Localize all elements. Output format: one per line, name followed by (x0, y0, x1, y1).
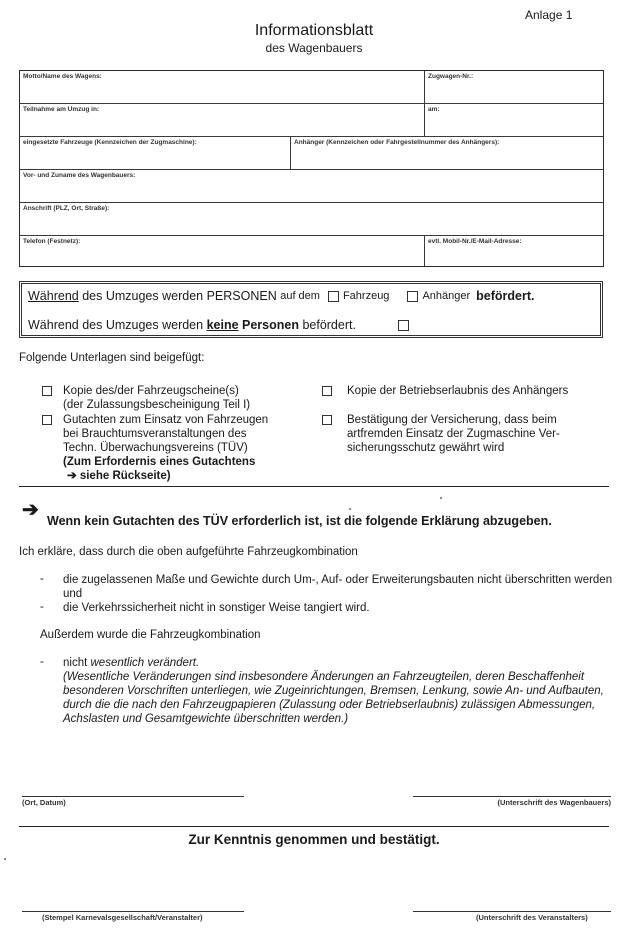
anhaenger-field[interactable] (290, 137, 603, 169)
veranstalter-signature-line[interactable] (413, 911, 611, 912)
mobil-field[interactable] (424, 236, 603, 266)
form-row-teilnahme (20, 104, 603, 137)
bullet-dash: - (40, 573, 44, 585)
declaration-intro: Ich erkläre, dass durch die oben aufgeführte Fahrzeugkombination (19, 546, 358, 558)
explanation-line: (Wesentliche Veränderungen sind insbesondere Änderungen an Fahrzeugteilen, deren Beschaffenheit (63, 671, 585, 683)
passenger-line1-end: befördert. (476, 289, 535, 303)
arrow-right-icon: ➔ (22, 499, 39, 521)
teilnahme-label: Teilnahme am Umzug in: (23, 106, 100, 113)
doc-item-betriebserlaubnis (347, 384, 568, 398)
anhaenger-option-label: Anhänger (422, 290, 471, 302)
motto-label: Motto/Name des Wagens: (23, 73, 102, 80)
doc-line: Techn. Überwachungsvereins (TÜV) (63, 442, 248, 454)
telefon-label: Telefon (Festnetz): (23, 238, 81, 245)
bullet3-italic: wesentlich verändert. (90, 657, 200, 669)
wagenbauer-signature-label: (Unterschrift des Wagenbauers) (497, 798, 611, 807)
ort-datum-label: (Ort, Datum) (22, 798, 66, 807)
explanation-line: Achslasten und Gesamtgewichte überschritten werden.) (63, 713, 349, 725)
anhaenger-checkbox[interactable] (407, 291, 418, 302)
form-row-name (20, 170, 603, 203)
declaration-additionally: Außerdem wurde die Fahrzeugkombination (40, 629, 261, 641)
declaration-notice: Wenn kein Gutachten des TÜV erforderlich ist, ist die folgende Erklärung abzugeben. (47, 514, 552, 528)
fahrzeug-option-label: Fahrzeug (342, 290, 390, 302)
telefon-field[interactable] (20, 236, 424, 266)
zugwagen-label: Zugwagen-Nr.: (428, 73, 474, 80)
scan-speck (440, 497, 442, 499)
passenger-line-yes (28, 289, 535, 303)
passenger-line1-small: auf dem (280, 290, 320, 302)
motto-field[interactable] (20, 71, 424, 103)
passenger-line2-start: Während des Umzuges werden (28, 318, 207, 332)
am-field[interactable] (424, 104, 603, 136)
doc-line: Kopie der Betriebserlaubnis des Anhängers (347, 385, 569, 397)
anschrift-label: Anschrift (PLZ, Ort, Straße): (23, 205, 110, 212)
doc-checkbox-betriebserlaubnis[interactable] (322, 386, 332, 396)
teilnahme-field[interactable] (20, 104, 424, 136)
passenger-line2-underlined: keine (206, 318, 239, 332)
fahrzeuge-field[interactable] (20, 137, 290, 169)
page-subtitle: des Wagenbauers (265, 41, 363, 55)
doc-checkbox-gutachten[interactable] (42, 415, 52, 425)
doc-line: sicherungsschutz gewährt wird (347, 442, 505, 454)
doc-item-gutachten (63, 413, 268, 483)
form-row-anschrift (20, 203, 603, 236)
doc-line: (der Zulassungsbescheinigung Teil I) (63, 399, 251, 411)
form-row-fahrzeuge (20, 137, 603, 170)
bullet-line: die zugelassenen Maße und Gewichte durch Um-, Auf- oder Erweiterungsbauten nicht überschritten werden (63, 574, 613, 586)
veranstalter-signature-label: (Unterschrift des Veranstalters) (476, 913, 588, 922)
passenger-line1-text: des Umzuges werden PERSONEN (78, 289, 281, 303)
annex-label: Anlage 1 (525, 8, 573, 22)
doc-item-versicherung (347, 413, 560, 455)
form-row-motto (20, 71, 603, 104)
declaration-bullet-1 (63, 573, 612, 601)
page-title: Informationsblatt (254, 22, 374, 39)
fahrzeuge-label: eingesetzte Fahrzeuge (Kennzeichen der Zugmaschine): (23, 139, 197, 146)
doc-checkbox-versicherung[interactable] (322, 415, 332, 425)
stempel-label: (Stempel Karnevalsgesellschaft/Veranstalter) (42, 913, 203, 922)
doc-line: artfremden Einsatz der Zugmaschine Ver- (347, 428, 560, 440)
anschrift-field[interactable] (20, 203, 603, 235)
confirmation-heading: Zur Kenntnis genommen und bestätigt. (188, 832, 440, 847)
stempel-line[interactable] (22, 911, 244, 912)
declaration-bullet-2: die Verkehrssicherheit nicht in sonstiger Weise tangiert wird. (63, 602, 370, 614)
explanation-line: besonderen Vorschriften unterliegen, wie Zugeinrichtungen, Bremsen, Lenkung, sowie An- und Aufbauten, (63, 685, 604, 697)
doc-line: Kopie des/der Fahrzeugscheine(s) (63, 385, 239, 397)
bullet3-plain: nicht (63, 657, 91, 669)
scan-speck (349, 508, 351, 510)
doc-line-bold: siehe Rückseite) (79, 470, 171, 482)
bullet-dash: - (40, 656, 44, 668)
scan-speck (4, 858, 6, 860)
passenger-line2-bold: Personen (238, 318, 299, 332)
form-row-telefon (20, 236, 603, 266)
mobil-label: evtl. Mobil-Nr./E-Mail-Adresse: (428, 238, 522, 245)
doc-line-bold: (Zum Erfordernis eines Gutachtens (63, 456, 256, 468)
declaration-bullet-3 (63, 656, 611, 726)
passenger-line-no (28, 318, 413, 332)
am-label: am: (428, 106, 440, 113)
fahrzeug-checkbox[interactable] (328, 291, 339, 302)
bullet-dash: - (40, 601, 44, 613)
doc-item-fahrzeugschein (63, 384, 250, 412)
name-label: Vor- und Zuname des Wagenbauers: (23, 172, 136, 179)
zugwagen-field[interactable] (424, 71, 603, 103)
passenger-line1-underlined: Während (28, 289, 79, 303)
passenger-box (19, 281, 603, 338)
bullet-line: und (63, 588, 83, 600)
section-divider (19, 486, 609, 487)
info-form-table (19, 70, 604, 267)
doc-checkbox-fahrzeugschein[interactable] (42, 386, 52, 396)
arrow-right-icon: ➔ (67, 470, 77, 482)
confirmation-divider (19, 826, 609, 827)
doc-line: Bestätigung der Versicherung, dass beim (347, 414, 557, 426)
documents-intro: Folgende Unterlagen sind beigefügt: (19, 352, 205, 364)
name-field[interactable] (20, 170, 603, 202)
doc-line: bei Brauchtumsveranstaltungen des (63, 428, 247, 440)
explanation-line: durch die die nach den Fahrzeugpapieren (Zulassung oder Betriebserlaubnis) zulässigen Abmessungen, (63, 699, 596, 711)
ort-datum-line[interactable] (22, 796, 244, 797)
doc-line: Gutachten zum Einsatz von Fahrzeugen (63, 414, 269, 426)
passenger-line2-end: befördert. (298, 318, 356, 332)
keine-personen-checkbox[interactable] (398, 320, 409, 331)
anhaenger-label: Anhänger (Kennzeichen oder Fahrgestellnummer des Anhängers): (294, 139, 500, 146)
wagenbauer-signature-line[interactable] (413, 796, 611, 797)
